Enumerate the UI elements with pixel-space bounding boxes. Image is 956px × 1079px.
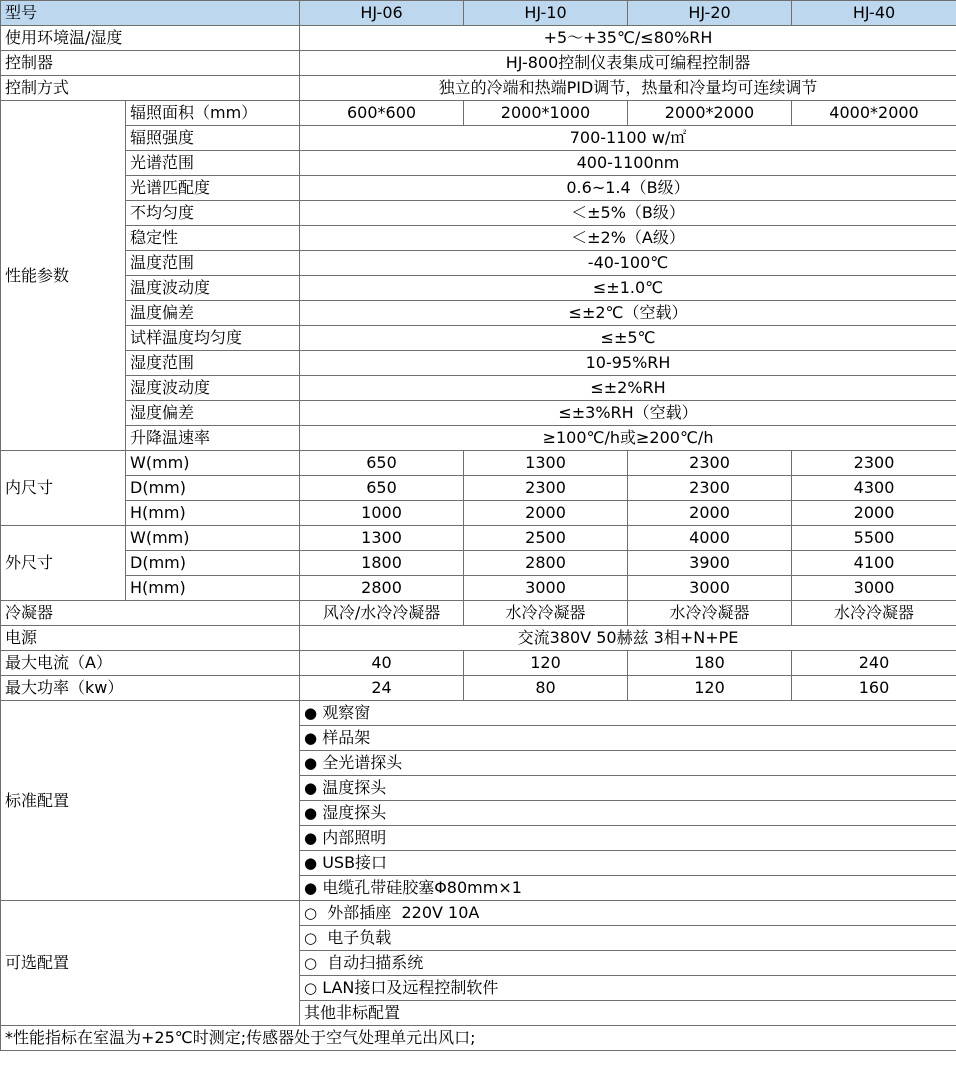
dim-value: 4100: [792, 551, 956, 576]
perf-label: 温度偏差: [126, 301, 300, 326]
perf-label: 湿度波动度: [126, 376, 300, 401]
dim-value: 2500: [464, 526, 628, 551]
dim-value: 2000: [628, 501, 792, 526]
outer-size-row: [1, 526, 956, 551]
performance-label: 性能参数: [1, 101, 126, 451]
footnote: *性能指标在室温为+25℃时测定;传感器处于空气处理单元出风口;: [1, 1026, 956, 1051]
dim-value: 4000: [628, 526, 792, 551]
optional-config-text: LAN接口及远程控制软件: [322, 978, 499, 997]
dim-value: 1800: [300, 551, 464, 576]
controller-row: [1, 51, 956, 76]
control-mode-value: 独立的冷端和热端PID调节，热量和冷量均可连续调节: [300, 76, 956, 101]
filled-bullet-icon: ●: [304, 754, 318, 772]
perf-label: 不均匀度: [126, 201, 300, 226]
standard-config-text: 湿度探头: [322, 803, 387, 822]
perf-area-hj-10: 2000*1000: [464, 101, 628, 126]
max-current-hj-06: 40: [300, 651, 464, 676]
standard-config-item: [300, 726, 956, 751]
perf-row: [1, 351, 956, 376]
dim-value: 2000: [792, 501, 956, 526]
condenser-label: 冷凝器: [1, 601, 300, 626]
standard-config-text: 样品架: [322, 728, 371, 747]
optional-config-label: 可选配置: [1, 901, 300, 1026]
perf-area-hj-40: 4000*2000: [792, 101, 956, 126]
dim-label: H(mm): [126, 501, 300, 526]
outer-size-row: [1, 576, 956, 601]
perf-row: [1, 201, 956, 226]
dim-value: 2800: [300, 576, 464, 601]
perf-value: ＜±2%（A级）: [300, 226, 956, 251]
perf-row: [1, 251, 956, 276]
standard-config-item: [300, 776, 956, 801]
max-current-hj-10: 120: [464, 651, 628, 676]
outer-size-label: 外尺寸: [1, 526, 126, 601]
perf-label: 光谱范围: [126, 151, 300, 176]
condenser-row: [1, 601, 956, 626]
perf-value: 0.6~1.4（B级）: [300, 176, 956, 201]
max-power-label: 最大功率（kw）: [1, 676, 300, 701]
dim-value: 2300: [792, 451, 956, 476]
perf-label: 稳定性: [126, 226, 300, 251]
power-row: [1, 626, 956, 651]
filled-bullet-icon: ●: [304, 729, 318, 747]
condenser-hj-20: 水冷冷凝器: [628, 601, 792, 626]
perf-row: [1, 326, 956, 351]
standard-config-text: 温度探头: [322, 778, 387, 797]
dim-label: D(mm): [126, 476, 300, 501]
perf-row: [1, 176, 956, 201]
optional-config-text: 外部插座 220V 10A: [327, 903, 480, 922]
standard-config-label: 标准配置: [1, 701, 300, 901]
dim-value: 1300: [464, 451, 628, 476]
env-value: +5～+35℃/≤80%RH: [300, 26, 956, 51]
max-current-hj-40: 240: [792, 651, 956, 676]
standard-config-text: 内部照明: [322, 828, 387, 847]
perf-row: [1, 226, 956, 251]
standard-config-item: [300, 851, 956, 876]
filled-bullet-icon: ●: [304, 854, 318, 872]
max-power-hj-10: 80: [464, 676, 628, 701]
outer-size-row: [1, 551, 956, 576]
standard-config-item: [300, 876, 956, 901]
hollow-bullet-icon: ○: [304, 929, 318, 947]
hollow-bullet-icon: ○: [304, 979, 318, 997]
model-hj-40: HJ-40: [792, 1, 956, 26]
header-row: [1, 1, 956, 26]
standard-config-item: [300, 826, 956, 851]
standard-config-text: 全光谱探头: [322, 753, 403, 772]
optional-config-item: [300, 901, 956, 926]
env-label: 使用环境温/湿度: [1, 26, 300, 51]
perf-value: ≤±1.0℃: [300, 276, 956, 301]
optional-config-row: [1, 901, 956, 926]
perf-label: 温度范围: [126, 251, 300, 276]
model-hj-06: HJ-06: [300, 1, 464, 26]
power-value: 交流380V 50赫兹 3相+N+PE: [300, 626, 956, 651]
optional-config-other: 其他非标配置: [300, 1001, 956, 1026]
dim-value: 2300: [628, 451, 792, 476]
perf-value: ≤±2%RH: [300, 376, 956, 401]
condenser-hj-06: 风冷/水冷冷凝器: [300, 601, 464, 626]
control-mode-label: 控制方式: [1, 76, 300, 101]
perf-label: 升降温速率: [126, 426, 300, 451]
optional-config-text: 自动扫描系统: [327, 953, 424, 972]
perf-value: 700-1100 w/㎡: [300, 126, 956, 151]
max-current-label: 最大电流（A）: [1, 651, 300, 676]
standard-config-item: [300, 751, 956, 776]
model-hj-20: HJ-20: [628, 1, 792, 26]
env-row: [1, 26, 956, 51]
perf-value: ≥100℃/h或≥200℃/h: [300, 426, 956, 451]
max-current-hj-20: 180: [628, 651, 792, 676]
perf-label: 试样温度均匀度: [126, 326, 300, 351]
dim-value: 2300: [464, 476, 628, 501]
filled-bullet-icon: ●: [304, 804, 318, 822]
max-current-row: [1, 651, 956, 676]
perf-value: 10-95%RH: [300, 351, 956, 376]
perf-area-label: 辐照面积（mm）: [126, 101, 300, 126]
max-power-row: [1, 676, 956, 701]
footnote-row: [1, 1026, 956, 1051]
perf-value: ≤±2℃（空载）: [300, 301, 956, 326]
perf-value: ≤±5℃: [300, 326, 956, 351]
dim-value: 650: [300, 476, 464, 501]
dim-value: 1300: [300, 526, 464, 551]
power-label: 电源: [1, 626, 300, 651]
perf-value: ≤±3%RH（空载）: [300, 401, 956, 426]
optional-config-item: [300, 951, 956, 976]
dim-value: 5500: [792, 526, 956, 551]
perf-value: 400-1100nm: [300, 151, 956, 176]
optional-config-item: [300, 926, 956, 951]
dim-value: 2300: [628, 476, 792, 501]
perf-label: 辐照强度: [126, 126, 300, 151]
inner-size-label: 内尺寸: [1, 451, 126, 526]
standard-config-text: 电缆孔带硅胶塞Φ80mm×1: [322, 878, 522, 897]
perf-row: [1, 276, 956, 301]
inner-size-row: [1, 476, 956, 501]
dim-value: 3000: [464, 576, 628, 601]
inner-size-row: [1, 451, 956, 476]
standard-config-text: USB接口: [322, 853, 388, 872]
model-hj-10: HJ-10: [464, 1, 628, 26]
filled-bullet-icon: ●: [304, 829, 318, 847]
perf-label: 湿度偏差: [126, 401, 300, 426]
perf-area-hj-06: 600*600: [300, 101, 464, 126]
dim-label: H(mm): [126, 576, 300, 601]
dim-label: W(mm): [126, 526, 300, 551]
hollow-bullet-icon: ○: [304, 904, 318, 922]
perf-label: 温度波动度: [126, 276, 300, 301]
max-power-hj-20: 120: [628, 676, 792, 701]
standard-config-row: [1, 701, 956, 726]
perf-row: [1, 126, 956, 151]
perf-row: [1, 376, 956, 401]
standard-config-item: [300, 801, 956, 826]
dim-value: 4300: [792, 476, 956, 501]
filled-bullet-icon: ●: [304, 704, 318, 722]
condenser-hj-40: 水冷冷凝器: [792, 601, 956, 626]
condenser-hj-10: 水冷冷凝器: [464, 601, 628, 626]
perf-label: 湿度范围: [126, 351, 300, 376]
optional-config-text: 电子负载: [327, 928, 392, 947]
hollow-bullet-icon: ○: [304, 954, 318, 972]
dim-value: 1000: [300, 501, 464, 526]
model-label: 型号: [1, 1, 300, 26]
max-power-hj-06: 24: [300, 676, 464, 701]
dim-value: 3900: [628, 551, 792, 576]
dim-value: 2000: [464, 501, 628, 526]
perf-row: [1, 151, 956, 176]
perf-label: 光谱匹配度: [126, 176, 300, 201]
controller-label: 控制器: [1, 51, 300, 76]
dim-label: W(mm): [126, 451, 300, 476]
perf-area-row: [1, 101, 956, 126]
control-mode-row: [1, 76, 956, 101]
perf-area-hj-20: 2000*2000: [628, 101, 792, 126]
controller-value: HJ-800控制仪表集成可编程控制器: [300, 51, 956, 76]
max-power-hj-40: 160: [792, 676, 956, 701]
perf-row: [1, 301, 956, 326]
dim-value: 3000: [792, 576, 956, 601]
dim-label: D(mm): [126, 551, 300, 576]
filled-bullet-icon: ●: [304, 879, 318, 897]
filled-bullet-icon: ●: [304, 779, 318, 797]
inner-size-row: [1, 501, 956, 526]
standard-config-text: 观察窗: [322, 703, 371, 722]
perf-value: -40-100℃: [300, 251, 956, 276]
standard-config-item: [300, 701, 956, 726]
dim-value: 3000: [628, 576, 792, 601]
dim-value: 2800: [464, 551, 628, 576]
dim-value: 650: [300, 451, 464, 476]
perf-row: [1, 401, 956, 426]
optional-config-item: [300, 976, 956, 1001]
perf-row: [1, 426, 956, 451]
perf-value: ＜±5%（B级）: [300, 201, 956, 226]
